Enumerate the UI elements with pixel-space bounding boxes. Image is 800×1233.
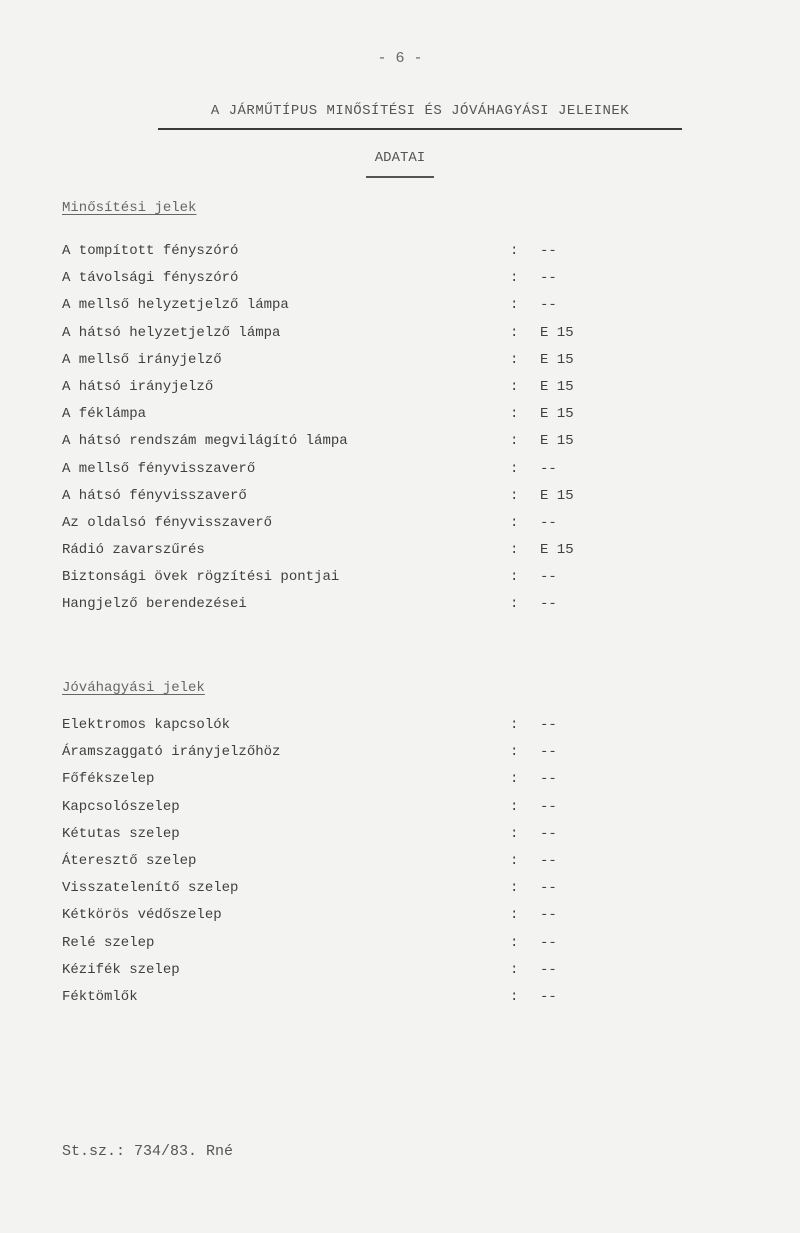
item-colon: :: [510, 717, 519, 733]
item-label: Kétkörös védőszelep: [62, 907, 222, 924]
section-heading-minositesi: Minősítési jelek: [62, 200, 197, 216]
list-item: [62, 591, 622, 618]
item-colon: :: [510, 771, 519, 788]
document-title: A JÁRMŰTÍPUS MINŐSÍTÉSI ÉS JÓVÁHAGYÁSI JELEINEK: [210, 103, 630, 119]
item-label: A mellső fényvisszaverő: [62, 460, 256, 477]
item-label: A hátsó fényvisszaverő: [62, 487, 247, 504]
list-item: [62, 712, 622, 739]
item-colon: :: [510, 907, 519, 924]
list-item: [62, 428, 622, 455]
list-item: [62, 483, 622, 510]
item-colon: :: [510, 297, 519, 314]
item-label: Áramszaggató irányjelzőhöz: [62, 744, 281, 761]
item-colon: :: [510, 378, 519, 395]
item-value: E 15: [540, 487, 574, 504]
list-item: [62, 794, 622, 821]
list-item: [62, 347, 622, 374]
item-label: Rádió zavarszűrés: [62, 542, 205, 559]
list-item: [62, 821, 622, 848]
list-item: [62, 957, 622, 984]
item-value: --: [540, 717, 557, 733]
list-item: [62, 930, 622, 957]
item-colon: :: [510, 569, 519, 586]
page-number: - 6 -: [377, 50, 423, 67]
list-item: [62, 564, 622, 591]
list-item: [62, 456, 622, 483]
title-underline: [158, 128, 682, 130]
item-colon: :: [510, 324, 519, 341]
item-colon: :: [510, 934, 519, 951]
item-label: Visszatelenítő szelep: [62, 880, 239, 897]
list-item: [62, 537, 622, 564]
item-label: Relé szelep: [62, 934, 155, 951]
reference-number: St.sz.: 734/83. Rné: [62, 1143, 234, 1160]
item-label: A hátsó irányjelző: [62, 378, 214, 395]
item-value: --: [540, 270, 557, 287]
item-label: Az oldalsó fényvisszaverő: [62, 514, 273, 531]
item-label: Kapcsolószelep: [62, 798, 180, 815]
item-value: E 15: [540, 351, 574, 368]
list-item: [62, 510, 622, 537]
item-value: --: [540, 297, 557, 314]
list-item: [62, 902, 622, 929]
item-value: E 15: [540, 378, 574, 395]
item-colon: :: [510, 880, 519, 897]
item-colon: :: [510, 406, 519, 423]
item-value: E 15: [540, 433, 574, 450]
item-label: Hangjelző berendezései: [62, 596, 247, 613]
item-label: Áteresztő szelep: [62, 852, 197, 869]
item-label: A mellső helyzetjelző lámpa: [62, 297, 289, 314]
item-value: --: [540, 771, 557, 788]
item-label: Főfékszelep: [62, 771, 155, 788]
list-item: [62, 238, 622, 265]
item-colon: :: [510, 433, 519, 450]
list-item: [62, 766, 622, 793]
list-item: [62, 401, 622, 428]
item-colon: :: [510, 487, 519, 504]
item-label: A tompított fényszóró: [62, 243, 239, 259]
item-colon: :: [510, 514, 519, 531]
item-colon: :: [510, 460, 519, 477]
document-subtitle: ADATAI: [374, 150, 426, 166]
list-item: [62, 320, 622, 347]
item-value: E 15: [540, 324, 574, 341]
list-item: [62, 292, 622, 319]
list-item: [62, 875, 622, 902]
list-item: [62, 265, 622, 292]
item-value: E 15: [540, 542, 574, 559]
item-value: --: [540, 744, 557, 761]
item-label: Féktömlők: [62, 988, 138, 1005]
item-value: --: [540, 798, 557, 815]
list-item: [62, 848, 622, 875]
item-value: E 15: [540, 406, 574, 423]
item-value: --: [540, 961, 557, 978]
subtitle-underline: [366, 176, 434, 178]
list-item: [62, 374, 622, 401]
item-colon: :: [510, 961, 519, 978]
item-value: --: [540, 852, 557, 869]
section-heading-jovahagyasi: Jóváhagyási jelek: [62, 680, 205, 696]
item-colon: :: [510, 270, 519, 287]
item-value: --: [540, 243, 557, 259]
item-value: --: [540, 988, 557, 1005]
item-colon: :: [510, 596, 519, 613]
item-colon: :: [510, 351, 519, 368]
item-label: A féklámpa: [62, 406, 147, 423]
item-label: Kézifék szelep: [62, 961, 180, 978]
item-label: A mellső irányjelző: [62, 351, 222, 368]
item-colon: :: [510, 744, 519, 761]
item-value: --: [540, 825, 557, 842]
item-colon: :: [510, 542, 519, 559]
item-value: --: [540, 596, 557, 613]
item-colon: :: [510, 988, 519, 1005]
item-value: --: [540, 460, 557, 477]
item-colon: :: [510, 798, 519, 815]
item-colon: :: [510, 243, 519, 259]
item-colon: :: [510, 852, 519, 869]
minositesi-list: [62, 238, 622, 619]
item-value: --: [540, 514, 557, 531]
item-label: Elektromos kapcsolók: [62, 717, 231, 733]
list-item: [62, 984, 622, 1011]
item-label: A hátsó helyzetjelző lámpa: [62, 324, 281, 341]
item-colon: :: [510, 825, 519, 842]
item-value: --: [540, 907, 557, 924]
item-label: Kétutas szelep: [62, 825, 180, 842]
item-value: --: [540, 880, 557, 897]
item-label: A hátsó rendszám megvilágító lámpa: [62, 433, 348, 450]
item-value: --: [540, 934, 557, 951]
item-value: --: [540, 569, 557, 586]
item-label: A távolsági fényszóró: [62, 270, 239, 287]
item-label: Biztonsági övek rögzítési pontjai: [62, 569, 340, 586]
list-item: [62, 739, 622, 766]
jovahagyasi-list: [62, 712, 622, 1011]
